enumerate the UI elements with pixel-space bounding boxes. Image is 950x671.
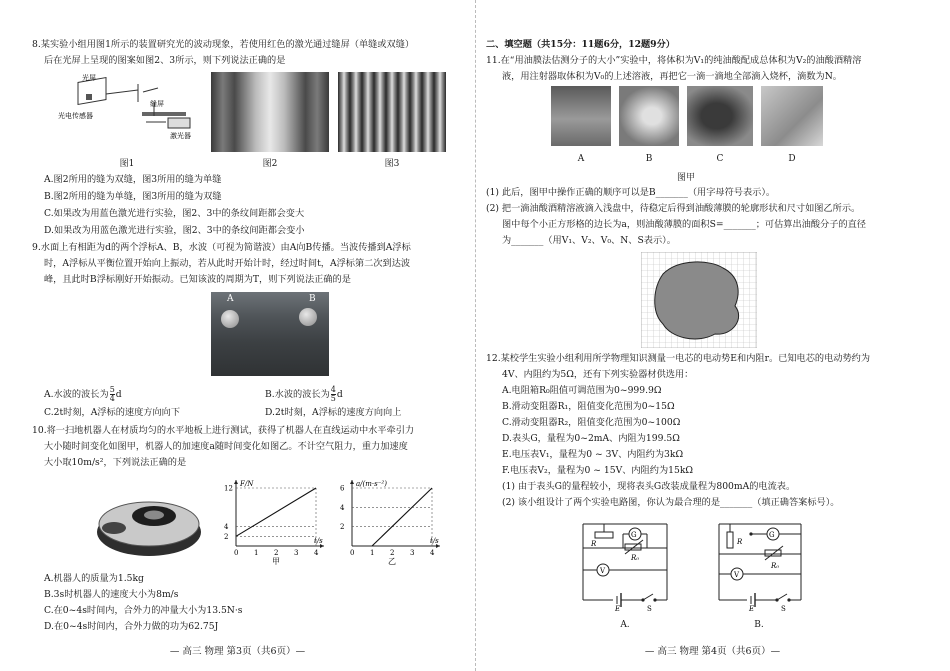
q9-option-a-text: A.水波的波长为 xyxy=(44,389,109,400)
q11-photo-d xyxy=(761,86,823,146)
fig2-caption: 图2 xyxy=(262,159,278,169)
q9-option-b-text: B.水波的波长为 xyxy=(265,389,330,400)
circuit-a-label-r0: R₀ xyxy=(631,554,640,562)
fig1-label-sensor: 光电传感器 xyxy=(58,112,93,120)
chart-title: 甲 xyxy=(272,557,280,566)
x-tick-label: 0 xyxy=(234,549,239,557)
q9-option-b-numerator: 4 xyxy=(330,385,336,394)
q11-stem-line1: 11.在“用油膜法估测分子的大小”实验中，将体积为V₁的纯油酸配成总体积为V₂的油酸酒精溶 xyxy=(486,55,862,66)
series-line xyxy=(236,488,316,536)
q10-chart-jia xyxy=(220,476,328,566)
q11-part2-line2: 图中每个小正方形格的边长为a，则油酸薄膜的面积S=_______；可估算出油酸分子的直径 xyxy=(502,219,866,230)
page3-footer: — 高三 物理 第3页（共6页）— xyxy=(169,646,306,657)
figure-jia-caption: 图甲 xyxy=(676,173,695,183)
x-tick-label: 2 xyxy=(390,549,395,557)
circuit-b-label-s: S xyxy=(781,605,786,612)
x-tick-label: 1 xyxy=(370,549,375,557)
q8-stem-line1: 8.某实验小组用图1所示的装置研究光的波动现象，若使用红色的激光通过缝屏（单缝或双缝） xyxy=(32,39,415,50)
x-tick-label: 3 xyxy=(410,549,415,557)
q8-option-c: C.如果改为用蓝色激光进行实验，图2、3中的条纹间距都会变大 xyxy=(44,208,305,219)
q8-figure1-apparatus xyxy=(58,72,198,152)
buoy-b xyxy=(299,308,317,326)
q12-stem-line2: 4V、内阻约为5Ω，还有下列实验器材供选用： xyxy=(502,369,694,380)
q10-option-b: B.3s时机器人的速度大小为8m/s xyxy=(44,589,179,600)
x-tick-label: 3 xyxy=(294,549,299,557)
q12-part2: (2) 该小组设计了两个实验电路图，你认为最合理的是_______（填正确答案标号）。 xyxy=(502,497,840,508)
q12-circuit-b xyxy=(711,512,811,612)
q10-option-a: A.机器人的质量为1.5kg xyxy=(44,573,144,584)
photo-label-c: C xyxy=(716,154,724,164)
oil-film-shape xyxy=(655,262,739,339)
q12-stem-line1: 12.某校学生实验小组利用所学物理知识测量一电芯的电动势E和内阻r。已知电芯的电动势约为 xyxy=(486,353,871,364)
q9-stem-line3: 峰，且此时B浮标刚好开始振动。已知该波的周期为T，则下列说法正确的是 xyxy=(44,274,351,285)
photo-label-b: B xyxy=(645,154,653,164)
fig1-label-slit: 缝屏 xyxy=(150,100,164,108)
q11-photo-b xyxy=(619,86,679,146)
y-axis-label: F/N xyxy=(240,480,254,488)
fig1-caption: 图1 xyxy=(119,159,135,169)
x-tick-label: 4 xyxy=(430,549,435,557)
q8-figure2-single-slit xyxy=(211,72,329,152)
buoy-b-label: B xyxy=(309,294,316,304)
x-tick-label: 1 xyxy=(254,549,259,557)
q12-item-f: F.电压表V₂，量程为0 ~ 15V、内阻约为15kΩ xyxy=(502,465,694,476)
q12-item-e: E.电压表V₁，量程为0 ~ 3V、内阻约为3kΩ xyxy=(502,449,684,460)
q8-option-d: D.如果改为用蓝色激光进行实验，图2、3中的条纹间距都会变小 xyxy=(44,225,305,236)
q11-part2-line3: 为_______（用V₁、V₂、V₀、N、S表示）。 xyxy=(502,235,676,246)
q8-figure3-double-slit xyxy=(338,72,446,152)
fig1-label-screen: 光屏 xyxy=(82,74,96,82)
fraction-4-5 xyxy=(331,386,336,403)
y-tick-label: 6 xyxy=(340,484,345,493)
buoy-a-label: A xyxy=(227,294,234,304)
circuit-b-label-r0: R₀ xyxy=(771,562,780,570)
q10-stem-line2: 大小随时间变化如图甲，机器人的加速度a随时间变化如图乙。不计空气阻力，重力加速度 xyxy=(44,441,408,452)
q11-photo-c xyxy=(687,86,753,146)
y-axis-label: a/(m·s⁻²) xyxy=(356,480,387,488)
photo-label-d: D xyxy=(788,154,796,164)
q12-part1: (1) 由于表头G的量程较小，现将表头G改装成量程为800mA的电流表。 xyxy=(502,481,796,492)
q8-stem-line2: 后在光屏上呈现的图案如图2、3所示，则下列说法正确的是 xyxy=(44,55,286,66)
circuit-b-label-v: V xyxy=(734,571,740,579)
x-tick-label: 2 xyxy=(274,549,279,557)
q9-option-d: D.2t时刻，A浮标的速度方向向上 xyxy=(265,407,402,418)
q9-option-a-numerator: 5 xyxy=(109,385,115,394)
q9-stem-line1: 9.水面上有相距为d的两个浮标A、B，水波（可视为简谐波）由A向B传播。当波传播到A浮标 xyxy=(32,242,411,253)
q12-circuit-a xyxy=(573,512,677,612)
q9-option-c: C.2t时刻，A浮标的速度方向向下 xyxy=(44,407,181,418)
q11-part2-line1: (2) 把一滴油酸酒精溶液滴入浅盘中，待稳定后得到油酸薄膜的轮廓形状和尺寸如图乙所示。 xyxy=(486,203,861,214)
q9-option-a xyxy=(44,386,122,403)
q9-option-b-tail: d xyxy=(336,389,343,400)
q9-option-a-denominator: 4 xyxy=(109,394,115,403)
y-tick-label: 12 xyxy=(224,484,233,493)
q10-option-d: D.在0~4s时间内，合外力做的功为62.75J xyxy=(44,621,219,632)
q12-item-a: A.电阻箱R₀阻值可调范围为0~999.9Ω xyxy=(502,385,662,396)
photo-label-a: A xyxy=(577,154,585,164)
q12-item-c: C.滑动变阻器R₂，阻值变化范围为0~100Ω xyxy=(502,417,681,428)
fraction-5-4 xyxy=(110,386,115,403)
q11-stem-line2: 液，用注射器取体积为V₀的上述溶液，再把它一滴一滴地全部滴入烧杯，滴数为N。 xyxy=(502,71,842,82)
circuit-a-label-e: E xyxy=(615,605,621,612)
section-heading: 二、填空题（共15分：11题6分，12题9分） xyxy=(486,39,675,50)
chart-title: 乙 xyxy=(388,557,396,566)
q10-stem-line1: 10.将一扫地机器人在材质均匀的水平地板上进行测试，获得了机器人在直线运动中水平牵引力 xyxy=(32,425,415,436)
q12-item-d: D.表头G，量程为0~2mA、内阻为199.5Ω xyxy=(502,433,680,444)
q9-option-b-denominator: 5 xyxy=(330,394,336,403)
y-tick-label: 2 xyxy=(340,523,345,532)
circuit-b-caption: B. xyxy=(754,620,764,630)
q10-option-c: C.在0~4s时间内，合外力的冲量大小为13.5N·s xyxy=(44,605,243,616)
x-tick-label: 4 xyxy=(314,549,319,557)
x-tick-label: 0 xyxy=(350,549,355,557)
circuit-a-label-v: V xyxy=(600,567,606,575)
circuit-a-label-g: G xyxy=(631,531,637,539)
q8-option-a: A.图2所用的缝为双缝，图3所用的缝为单缝 xyxy=(44,174,222,185)
y-tick-label: 2 xyxy=(224,532,229,541)
series-line xyxy=(372,488,432,546)
q8-option-b: B.图2所用的缝为单缝，图3所用的缝为双缝 xyxy=(44,191,222,202)
circuit-b-label-r: R xyxy=(737,538,743,546)
y-axis-arrow xyxy=(350,480,354,484)
fig1-label-laser: 激光器 xyxy=(170,132,191,140)
q9-option-a-tail: d xyxy=(115,389,122,400)
q12-item-b: B.滑动变阻器R₁，阻值变化范围为0~15Ω xyxy=(502,401,675,412)
page-4 xyxy=(475,0,950,671)
buoy-a xyxy=(221,310,239,328)
q9-option-b xyxy=(265,386,343,403)
q10-chart-yi xyxy=(336,476,444,566)
circuit-a-label-r: R xyxy=(591,540,597,548)
q11-part1: (1) 此后，图甲中操作正确的顺序可以是B_______（用字母符号表示）。 xyxy=(486,187,776,198)
q10-robot-vacuum-image xyxy=(94,486,204,562)
circuit-b-label-g: G xyxy=(769,531,775,539)
y-tick-label: 4 xyxy=(340,503,345,512)
q11-photo-a xyxy=(551,86,611,146)
fig3-caption: 图3 xyxy=(384,159,400,169)
x-axis-label: t/s xyxy=(314,537,323,545)
y-axis-arrow xyxy=(234,480,238,484)
circuit-b-label-e: E xyxy=(749,605,755,612)
x-axis-label: t/s xyxy=(430,537,439,545)
page4-footer: — 高三 物理 第4页（共6页）— xyxy=(644,646,781,657)
circuit-a-label-s: S xyxy=(647,605,652,612)
q9-water-photo xyxy=(211,292,329,376)
q10-stem-line3: 大小取10m/s²，下列说法正确的是 xyxy=(44,457,187,468)
q11-oil-film-grid xyxy=(641,252,757,348)
y-tick-label: 4 xyxy=(224,523,229,532)
q9-stem-line2: 时，A浮标从平衡位置开始向上振动，若从此时开始计时，经过时间t，A浮标第二次到达波 xyxy=(44,258,411,269)
circuit-a-caption: A. xyxy=(620,620,630,630)
